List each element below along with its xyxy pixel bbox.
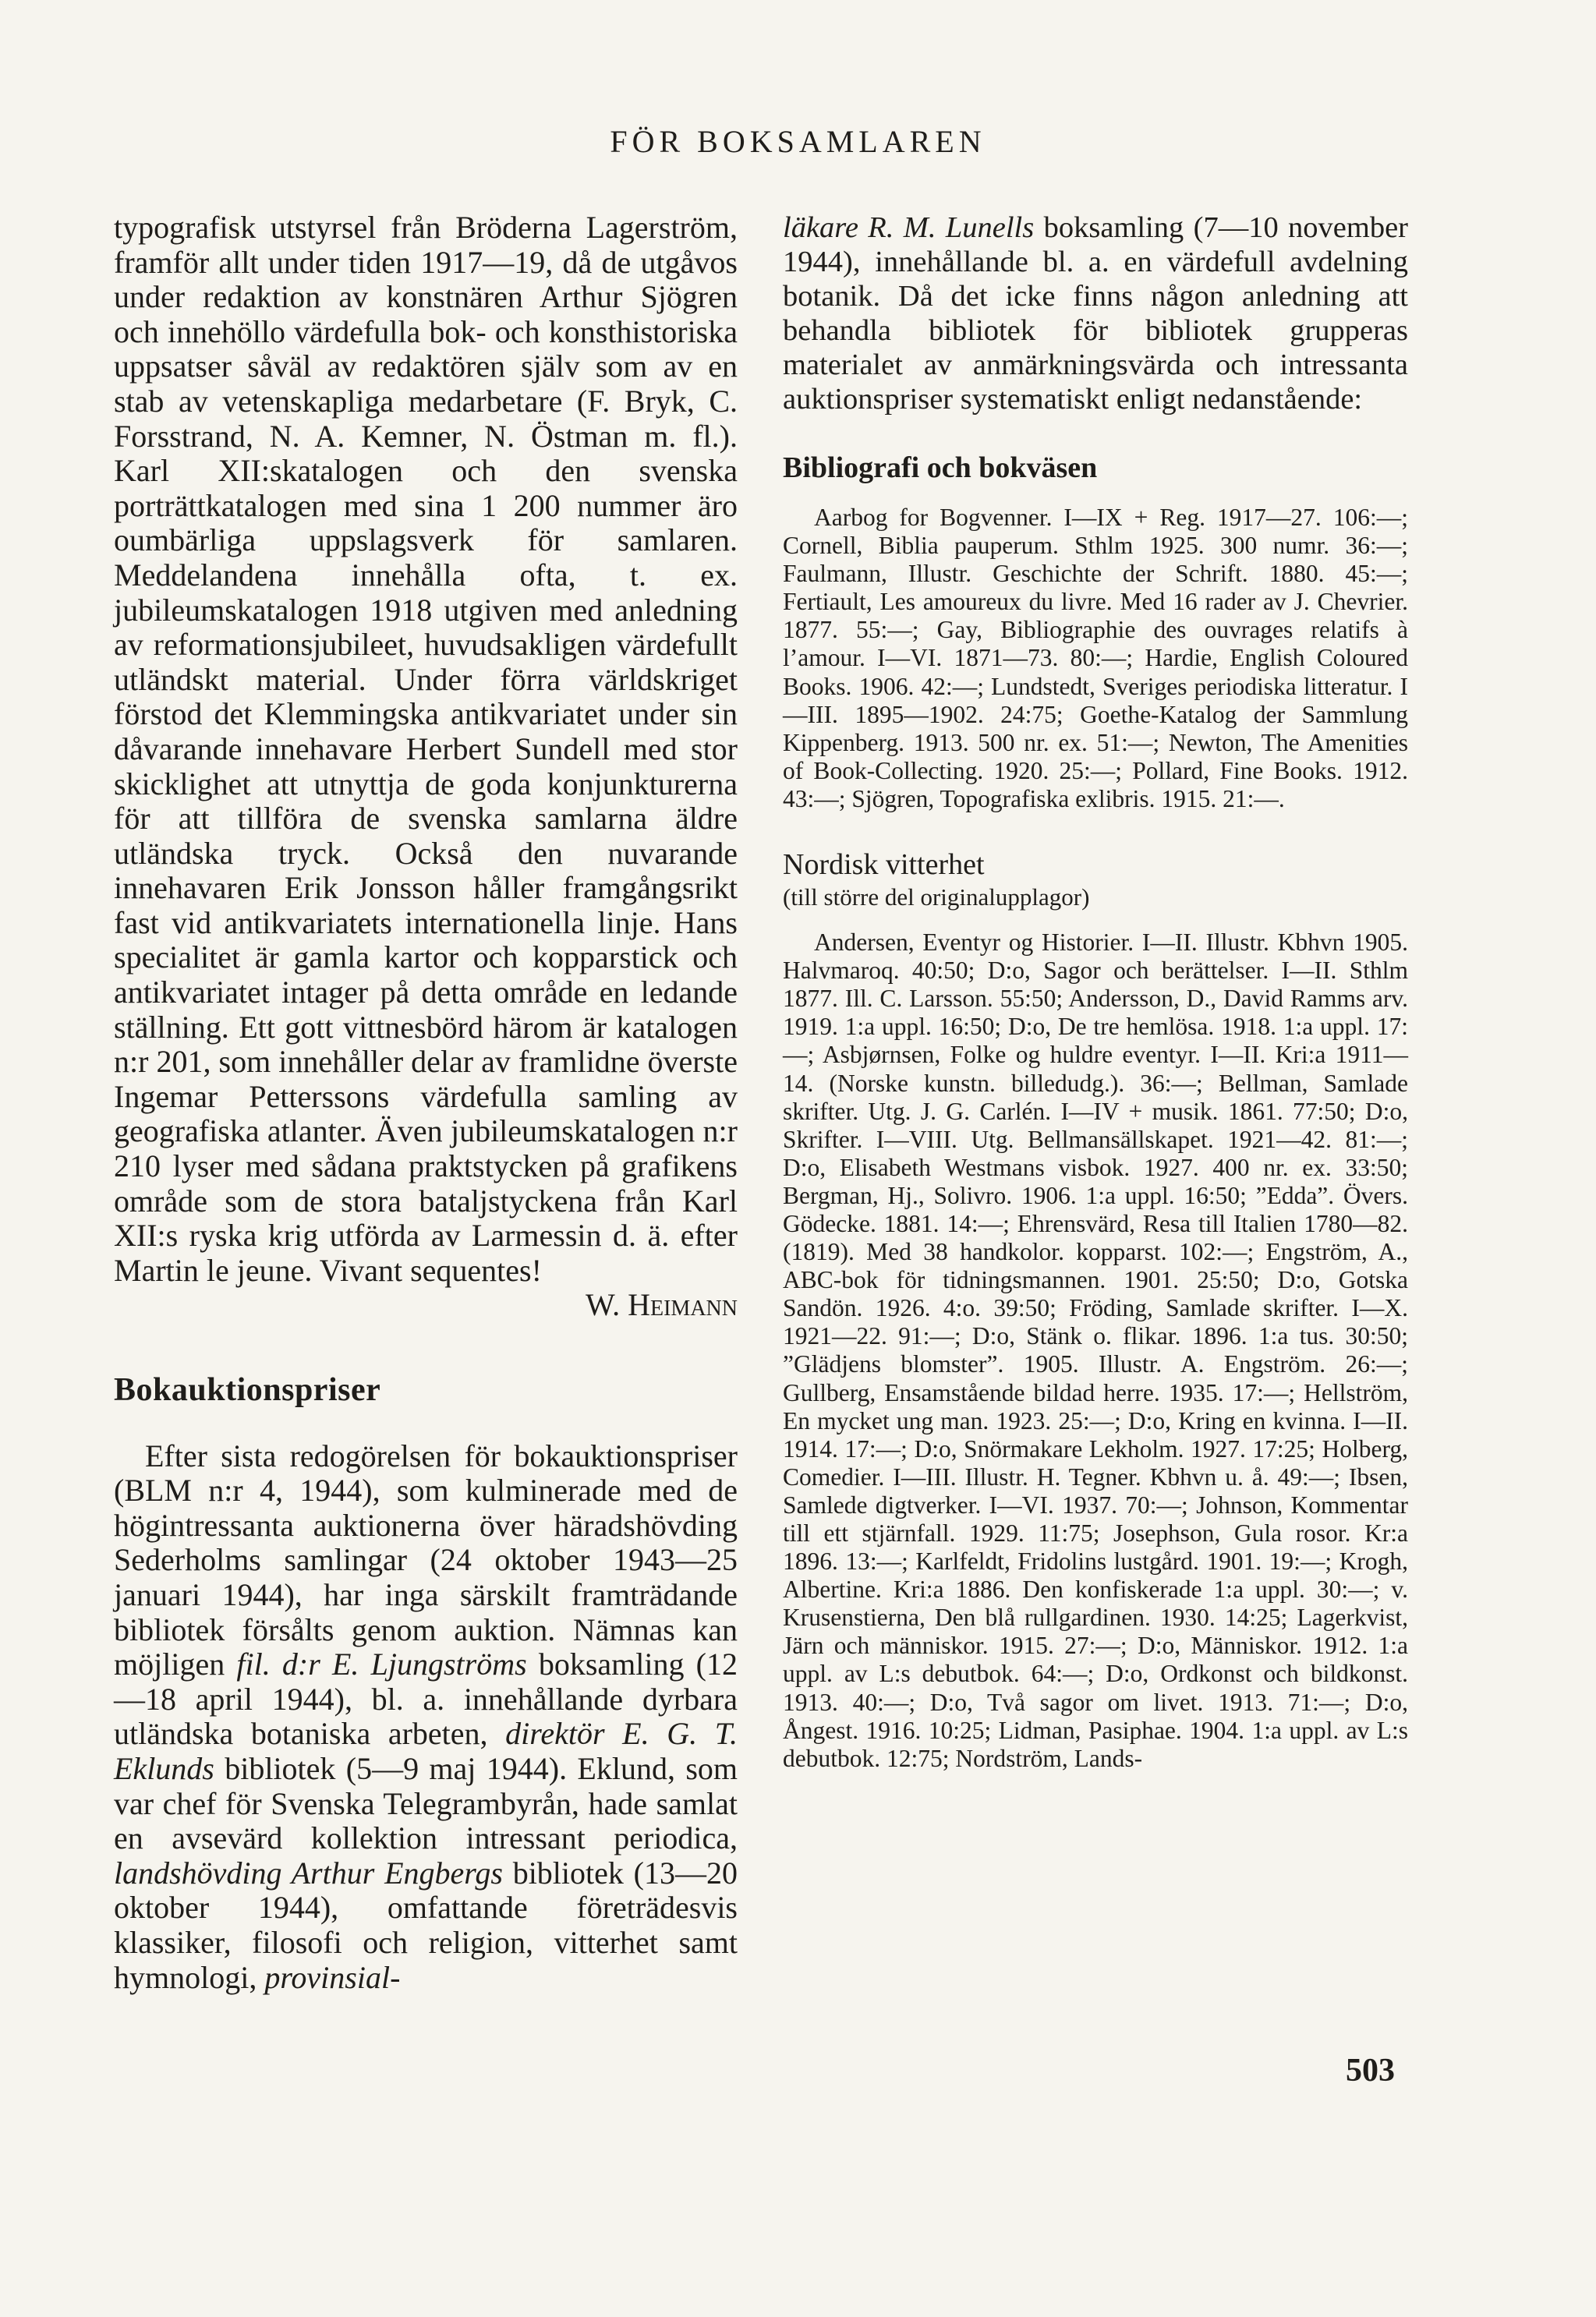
italic-name: fil. d:r E. Ljungströms (236, 1647, 527, 1682)
running-head: FÖR BOKSAMLAREN (610, 124, 986, 159)
italic-name: provinsial- (264, 1959, 401, 1995)
section-subheading: (till större del originalupplagor) (783, 883, 1090, 911)
right-intro-paragraph (783, 210, 1408, 416)
section-heading-nordisk-vitterhet: Nordisk vitterhet (783, 848, 985, 882)
section-heading-bibliografi: Bibliografi och bokväsen (783, 451, 1098, 484)
italic-name: direktör E. G. T. Eklunds (114, 1716, 738, 1786)
page-number: 503 (1346, 2053, 1395, 2089)
right-column (783, 210, 1408, 1773)
italic-name: läkare R. M. Lunells (783, 211, 1035, 244)
left-column (114, 210, 738, 1995)
section-heading-bokauktionspriser: Bokauktionspriser (114, 1372, 381, 1408)
text-run: bibliotek (13—20 oktober 1944), omfattande företrädesvis klassiker, filosofi och religion, vitterhet samt hymnologi, (114, 1855, 738, 1995)
nordisk-vitterhet-entries: Andersen, Eventyr og Historier. I—II. Illustr. Kbhvn 1905. Halvmaroq. 40:50; D:o, Sagor och berättelser. I—II. Sthlm 1877. Ill. C. Larsson. 55:50; Andersson, D., David Ramms arv. 1919. 1:a uppl. 16:50; D:o, De tre hemlösa. 1918. 1:a uppl. 17:—; Asbjørnsen, Folke og huldre eventyr. I—II. Kri:a 1911—14. (Norske kunstn. billedudg.). 36:—; Bellman, Samlade skrifter. Utg. J. G. Carlén. I—IV + musik. 1861. 77:50; D:o, Skrifter. I—VIII. Utg. Bellmansällskapet. 1921—42. 81:—; D:o, Elisabeth Westmans visbok. 1927. 400 nr. ex. 33:50; Bergman, Hj., Solivro. 1906. 1:a uppl. 16:50; ”Edda”. Övers. Gödecke. 1881. 14:—; Ehrensvärd, Resa till Italien 1780—82. (1819). Med 38 handkolor. kopparst. 102:—; Engström, A., ABC-bok för tidningsmannen. 1901. 25:50; D:o, Gotska Sandön. 1926. 4:o. 39:50; Fröding, Samlade skrifter. I—X. 1921—22. 91:—; D:o, Stänk o. flikar. 1896. 1:a tus. 30:50; ”Glädjens blomster”. 1905. Illustr. A. Engström. 26:—; Gullberg, Ensamstående bildad herre. 1935. 17:—; Hellström, En mycket ung man. 1923. 25:—; D:o, Kring en kvinna. I—II. 1914. 17:—; D:o, Snörmakare Lekholm. 1927. 17:25; Holberg, Comedier. I—III. Illustr. H. Tegner. Kbhvn u. å. 49:—; Ibsen, Samlede digtverker. I—VI. 1937. 70:—; Johnson, Kommentar till ett stjärnfall. 1929. 11:75; Josephson, Gula rosor. Kr:a 1896. 13:—; Karlfeldt, Fridolins lustgård. 1901. 19:—; Krogh, Albertine. Kri:a 1886. Den konfiskerade 1:a uppl. 30:—; v. Krusenstierna, Den blå rullgardinen. 1930. 14:25; Lagerkvist, Järn och människor. 1915. 27:—; D:o, Människor. 1912. 1:a uppl. av L:s debutbok. 64:—; D:o, Ordkonst och bildkonst. 1913. 40:—; D:o, Två sagor om livet. 1913. 71:—; D:o, Ångest. 1916. 10:25; Lidman, Pasiphae. 1904. 1:a uppl. av L:s debutbok. 12:75; Nordström, Lands- (783, 929, 1408, 1772)
text-run: boksamling (12—18 april 1944), bl. a. innehållande dyrbara utländska botaniska arbeten, (114, 1647, 738, 1752)
text-run: bibliotek (5—9 maj 1944). Eklund, som var chef för Svenska Telegrambyrån, hade samlat en avsevärd kollektion intressant periodica, (114, 1750, 738, 1856)
author-signature: W. Heimann (586, 1287, 738, 1323)
italic-name: landshövding Arthur Engbergs (114, 1855, 503, 1891)
text-run: boksamling (7—10 november 1944), innehållande bl. a. en värdefull avdelning botanik. Då det icke finns någon anledning att behandla bibliotek för bibliotek grupperas materialet av anmärkningsvärda och intressanta auktionspriser systematiskt enligt nedanstående: (783, 211, 1408, 416)
bibliografi-entries: Aarbog for Bogvenner. I—IX + Reg. 1917—27. 106:—; Cornell, Biblia pauperum. Sthlm 1925. 300 numr. 36:—; Faulmann, Illustr. Geschichte der Schrift. 1880. 45:—; Fertiault, Les amoureux du livre. Med 16 rader av J. Chevrier. 1877. 55:—; Gay, Bibliographie des ouvrages relatifs à l’amour. I—VI. 1871—73. 80:—; Hardie, English Coloured Books. 1906. 42:—; Lundstedt, Sveriges periodiska litteratur. I—III. 1895—1902. 24:75; Goethe-Katalog der Sammlung Kippenberg. 1913. 500 nr. ex. 51:—; Newton, The Amenities of Book-Collecting. 1920. 25:—; Pollard, Fine Books. 1912. 43:—; Sjögren, Topografiska exlibris. 1915. 21:—. (783, 504, 1408, 812)
left-paragraph-1: typografisk utstyrsel från Bröderna Lagerström, framför allt under tiden 1917—19, då de utgåvos under redaktion av konstnären Arthur Sjögren och innehöllo värdefulla bok- och konsthistoriska uppsatser såväl av redaktören själv som av en stab av vetenskapliga medarbetare (F. Bryk, C. Forsstrand, N. A. Kemner, N. Östman m. fl.). Karl XII:skatalogen och den svenska porträttkatalogen med sina 1 200 nummer äro oumbärliga uppslagsverk för samlaren. Meddelandena innehålla ofta, t. ex. jubileumskatalogen 1918 utgiven med anledning av reformationsjubileet, huvudsakligen värdefullt utländskt material. Under förra världskriget förstod det Klemmingska antikvariatet under sin dåvarande innehavare Herbert Sundell med stor skicklighet att utnyttja de goda konjunkturerna för att tillföra de svenska samlarna äldre utländska tryck. Också den nuvarande innehavaren Erik Jonsson håller framgångsrikt fast vid antikvariatets internationella linje. Hans specialitet är gamla kartor och kopparstick och antikvariatet intager på detta område en ledande ställning. Ett gott vittnesbörd härom är katalogen n:r 201, som innehåller delar av framlidne överste Ingemar Petterssons värdefulla samling av geografiska atlanter. Även jubileumskatalogen n:r 210 lyser med sådana praktstycken på grafikens område som de stora bataljstyckena från Karl XII:s ryska krig utförda av Larmessin d. ä. efter Martin le jeune. Vivant sequentes! (114, 210, 738, 1288)
text-run: Efter sista redogörelsen för bokauktionspriser (BLM n:r 4, 1944), som kulminerade med de högintressanta auktionerna över häradshövding Sederholms samlingar (24 oktober 1943—25 januari 1944), har inga särskilt framträdande bibliotek försålts genom auktion. Nämnas kan möjligen (114, 1438, 738, 1682)
left-paragraph-2 (114, 1439, 738, 1996)
